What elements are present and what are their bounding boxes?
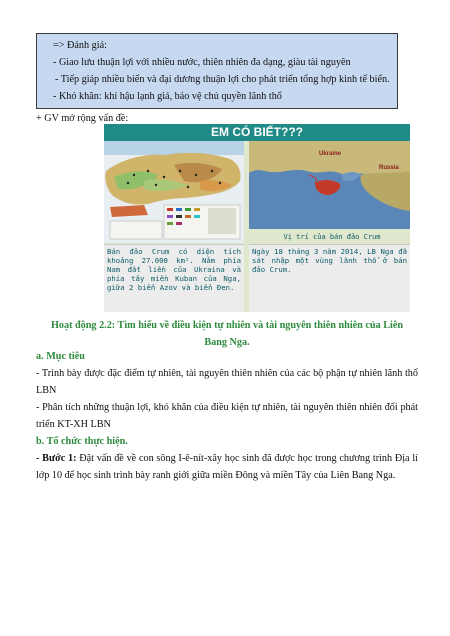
- crimea-annexation-note: Ngày 18 tháng 3 năm 2014, LB Nga đã sát nhập một vùng lãnh thổ ở bán đảo Crum.: [249, 244, 410, 312]
- goal-2: - Phân tích những thuận lợi, khó khăn của điều kiện tự nhiên, tài nguyên thiên nhiên đối phát triển KT-XH LBN: [36, 402, 418, 430]
- assessment-heading: => Đánh giá:: [53, 40, 107, 51]
- did-you-know-figure: [104, 124, 410, 312]
- step-1-text: Đặt vấn đề về con sông I-ê-nít-xây học sinh đã được học trong chương trình Địa lí lớp 10 để học sinh trình bày ranh giới giữa miền Đông và miền Tây của Liên Bang Nga.: [36, 453, 418, 481]
- assessment-line-3: - Khó khăn: khí hậu lạnh giá, bảo vệ chủ quyền lãnh thổ: [53, 91, 282, 102]
- step-1: [36, 450, 418, 484]
- section-b-heading: b. Tổ chức thực hiện.: [36, 436, 128, 447]
- crimea-map-caption: Vị trí của bán đảo Crum: [283, 233, 381, 241]
- assessment-line-2: - Tiếp giáp nhiều biển và đại dương thuận lợi cho phát triển tổng hợp kinh tế biển.: [55, 74, 390, 85]
- section-a-heading: a. Mục tiêu: [36, 351, 85, 362]
- russia-physical-map: [104, 141, 244, 243]
- map-label-russia: Russia: [379, 165, 399, 171]
- activity-title-line-2: Bang Nga.: [204, 336, 250, 348]
- step-1-label: - Bước 1:: [36, 453, 77, 464]
- crimea-location-map: [249, 141, 410, 229]
- crimea-area-note: Bán đảo Crum có diện tích khoảng 27.000 km². Nằm phía Nam đất liền của Ukraina và phía tây miền Kuban của Nga, giữa 2 biển Azov và biển Đen.: [104, 244, 244, 312]
- activity-title-line-1: Hoạt động 2.2: Tìm hiểu về điều kiện tự nhiên và tài nguyên thiên nhiên của Liên: [50, 320, 404, 331]
- activity-title: [36, 318, 418, 351]
- map-label-ukraine: Ukraine: [319, 151, 342, 157]
- assessment-box: [36, 33, 398, 109]
- figure-banner: EM CÓ BIẾT???: [104, 124, 410, 141]
- assessment-line-1: - Giao lưu thuận lợi với nhiều nước, thiên nhiên đa dạng, giàu tài nguyên: [53, 57, 351, 68]
- goal-1: - Trình bày được đặc điểm tự nhiên, tài nguyên thiên nhiên của các bộ phận tự nhiên lãnh thổ LBN: [36, 368, 418, 396]
- teacher-note: + GV mở rộng vấn đề:: [36, 113, 129, 124]
